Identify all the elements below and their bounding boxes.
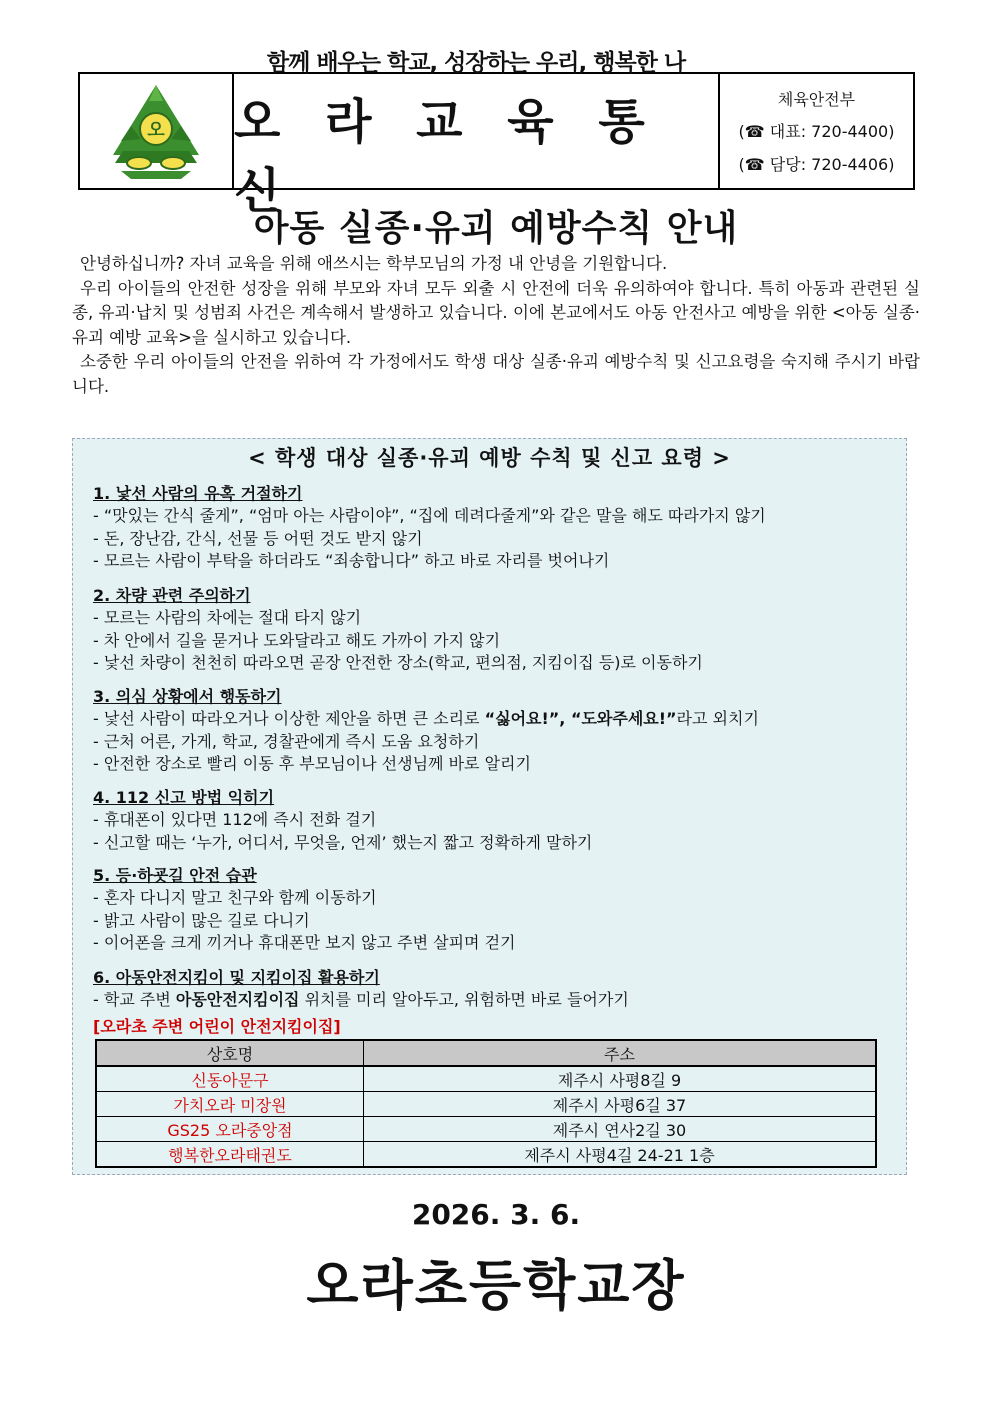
intro-paragraph: 안녕하십니까? 자녀 교육을 위해 애쓰시는 학부모님의 가정 내 안녕을 기원합니다.	[80, 254, 668, 273]
item-text: - 학교 주변	[93, 990, 176, 1009]
section-item: - 모르는 사람의 차에는 절대 타지 않기	[93, 608, 362, 627]
table-row	[96, 1117, 876, 1142]
column-header-name: 상호명	[96, 1040, 364, 1066]
contact-cell	[720, 74, 913, 188]
section-item: - 이어폰을 크게 끼거나 휴대폰만 보지 않고 주변 살피며 걷기	[93, 933, 516, 952]
item-emphasis: “싫어요!”, “도와주세요!”	[484, 709, 677, 728]
column-header-address: 주소	[364, 1040, 877, 1066]
section-heading: 4. 112 신고 방법 익히기	[93, 788, 275, 807]
shop-address: 제주시 사평6길 37	[364, 1092, 877, 1117]
rule-section-1	[93, 483, 893, 573]
issue-date: 2026. 3. 6.	[411, 1198, 581, 1231]
section-item: - “맛있는 간식 줄게”, “엄마 아는 사람이야”, “집에 데려다줄게”와 같은 말을 해도 따라가지 않기	[93, 506, 766, 525]
shop-address: 제주시 사평4길 24-21 1층	[364, 1142, 877, 1168]
rule-section-4	[93, 787, 893, 854]
shop-name: 행복한오라태권도	[96, 1142, 364, 1168]
rule-section-5	[93, 865, 893, 955]
rules-box	[72, 438, 907, 1175]
section-heading: 3. 의심 상황에서 행동하기	[93, 687, 282, 706]
section-item	[93, 989, 893, 1012]
table-row	[96, 1066, 876, 1092]
intro-paragraph: 소중한 우리 아이들의 안전을 위하여 각 가정에서도 학생 대상 실종·유괴 예방수칙 및 신고요령을 숙지해 주시기 바랍니다.	[72, 352, 920, 396]
section-heading: 1. 낯선 사람의 유혹 거절하기	[93, 484, 303, 503]
section-item: - 안전한 장소로 빨리 이동 후 부모님이나 선생님께 바로 알리기	[93, 754, 531, 773]
item-text: - 낯선 사람이 따라오거나 이상한 제안을 하면 큰 소리로	[93, 709, 485, 728]
phone-main: (☎ 대표: 720-4400)	[738, 122, 895, 142]
rule-section-3	[93, 686, 893, 776]
school-logo-cell	[80, 74, 234, 188]
newsletter-header	[78, 49, 915, 219]
principal-signature: 오라초등학교장	[306, 1254, 686, 1317]
table-header-row	[96, 1040, 876, 1066]
safety-house-caption: [오라초 주변 어린이 안전지킴이집]	[93, 1017, 341, 1036]
item-text: 라고 외치기	[676, 709, 759, 728]
intro-text	[72, 252, 920, 399]
safety-house-table	[95, 1039, 877, 1168]
intro-paragraph: 우리 아이들의 안전한 성장을 위해 부모와 자녀 모두 외출 시 안전에 더욱 유의하여야 합니다. 특히 아동과 관련된 실종, 유괴·납치 및 성범죄 사건은 계속해서 발생하고 있습니다. 이에 본교에서도 아동 안전사고 예방을 위한 <아동 실종·유괴 예방 교육>을 실시하고 있습니다.	[72, 278, 920, 347]
page-title: 아동 실종·유괴 예방수칙 안내	[253, 208, 739, 249]
section-item: - 혼자 다니지 말고 친구와 함께 이동하기	[93, 888, 377, 907]
emblem-letter: 오	[147, 120, 165, 141]
newsletter-title-cell	[234, 49, 720, 219]
section-item: - 차 안에서 길을 묻거나 도와달라고 해도 가까이 가지 않기	[93, 630, 501, 650]
table-row	[96, 1092, 876, 1117]
newsletter-title: 오 라 교 육 통 신	[234, 93, 659, 219]
section-item: - 근처 어른, 가게, 학교, 경찰관에게 즉시 도움 요청하기	[93, 731, 480, 751]
section-heading: 6. 아동안전지킴이 및 지킴이집 활용하기	[93, 968, 380, 987]
phone-contact: (☎ 담당: 720-4406)	[738, 155, 895, 175]
section-item: - 모르는 사람이 부탁을 하더라도 “죄송합니다” 하고 바로 자리를 벗어나기	[93, 551, 610, 570]
shop-name: 가치오라 미장원	[96, 1092, 364, 1117]
section-item	[93, 708, 893, 731]
section-item: - 돈, 장난감, 간식, 선물 등 어떤 것도 받지 않기	[93, 528, 423, 548]
table-row	[96, 1142, 876, 1168]
section-heading: 5. 등·하굣길 안전 습관	[93, 866, 257, 885]
school-slogan: 함께 배우는 학교, 성장하는 우리, 행복한 나	[266, 49, 686, 76]
item-emphasis: 아동안전지킴이집	[175, 990, 300, 1009]
item-text: 위치를 미리 알아두고, 위험하면 바로 들어가기	[299, 990, 629, 1009]
section-item: - 밝고 사람이 많은 길로 다니기	[93, 910, 310, 930]
rule-section-2	[93, 585, 893, 675]
section-heading: 2. 차량 관련 주의하기	[93, 586, 251, 605]
rule-section-6	[93, 967, 893, 1012]
shop-address: 제주시 사평8길 9	[364, 1066, 877, 1092]
department-label: 체육안전부	[777, 89, 856, 109]
shop-name: 신동아문구	[96, 1066, 364, 1092]
shop-name: GS25 오라중앙점	[96, 1117, 364, 1142]
section-item: - 낯선 차량이 천천히 따라오면 곧장 안전한 장소(학교, 편의점, 지킴이집 등)로 이동하기	[93, 653, 703, 672]
section-item: - 신고할 때는 ‘누가, 어디서, 무엇을, 언제’ 했는지 짧고 정확하게 말하기	[93, 832, 593, 852]
section-item: - 휴대폰이 있다면 112에 즉시 전화 걸기	[93, 810, 377, 829]
rules-title: < 학생 대상 실종·유괴 예방 수칙 및 신고 요령 >	[248, 446, 731, 470]
shop-address: 제주시 연사2길 30	[364, 1117, 877, 1142]
school-emblem-icon	[101, 81, 211, 181]
